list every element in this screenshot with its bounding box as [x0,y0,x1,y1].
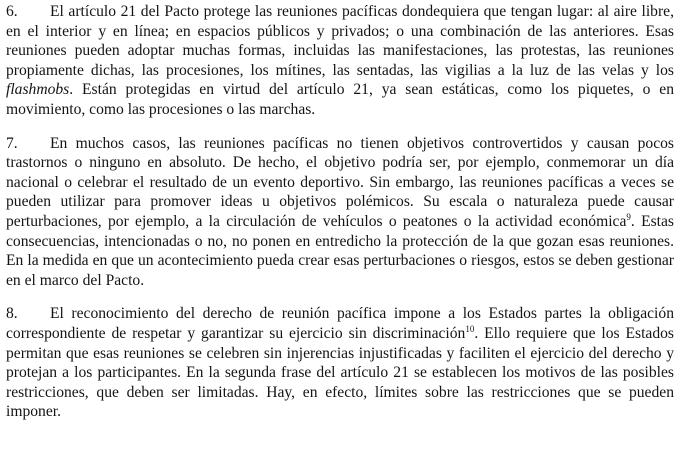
paragraph-6 [6,2,674,120]
document-page [6,2,674,422]
paragraph-number: 6. [6,3,18,20]
paragraph-text-continued: . Ello requiere que los Estados permitan que esas reuniones se celebren sin injerencias injustificadas y faciliten el ejercicio del derecho y protejan a los participantes. En la segunda frase del artículo 21 se establecen los motivos de las posibles restricciones, que deben ser limitadas. Hay, en efecto, límites sobre las restricciones que se pueden imponer. [6,324,674,421]
paragraph-text: En muchos casos, las reuniones pacíficas no tienen objetivos controvertidos y causan pocos trastornos o ninguno en absoluto. De hecho, el objetivo podría ser, por ejemplo, conmemorar un día nacional o celebrar el resultado de un evento deportivo. Sin embargo, las reuniones pacíficas a veces se pueden utilizar para promover ideas u objetivos polémicos. Su escala o naturaleza puede causar perturbaciones, por ejemplo, a la circulación de vehículos o peatones o la actividad económica [6,134,674,230]
paragraph-number: 7. [6,134,18,152]
paragraph-text: El artículo 21 del Pacto protege las reuniones pacíficas dondequiera que tengan lugar: al aire libre, en el interior y en línea; en espacios públicos y privados; o una combinación de las anteriores. Esas reuniones pueden adoptar muchas formas, incluidas las manifestaciones, las protestas, las reuniones propiamente dichas, las procesiones, los mítines, las sentadas, las vigilias a la luz de las velas y los [6,3,674,79]
italic-term: flashmobs [6,81,70,99]
paragraph-number: 8. [6,305,18,323]
paragraph-text-continued: . Estas consecuencias, intencionadas o no, no ponen en entredicho la protección de la que gozan esas reuniones. En la medida en que un acontecimiento pueda crear esas perturbaciones o riesgos, estos se deben gestionar en el marco del Pacto. [6,212,674,289]
footnote-ref[interactable]: 9 [626,211,631,222]
paragraph-text-continued: . Están protegidas en virtud del artículo 21, ya sean estáticas, como los piquetes, o en movimiento, como las procesiones o las marchas. [6,81,674,118]
paragraph-7 [6,134,674,291]
paragraph-text: El reconocimiento del derecho de reunión pacífica impone a los Estados partes la obligación correspondiente de respetar y garantizar su ejercicio sin discriminación [6,305,674,342]
footnote-ref[interactable]: 10 [465,323,475,334]
paragraph-8 [6,304,674,422]
